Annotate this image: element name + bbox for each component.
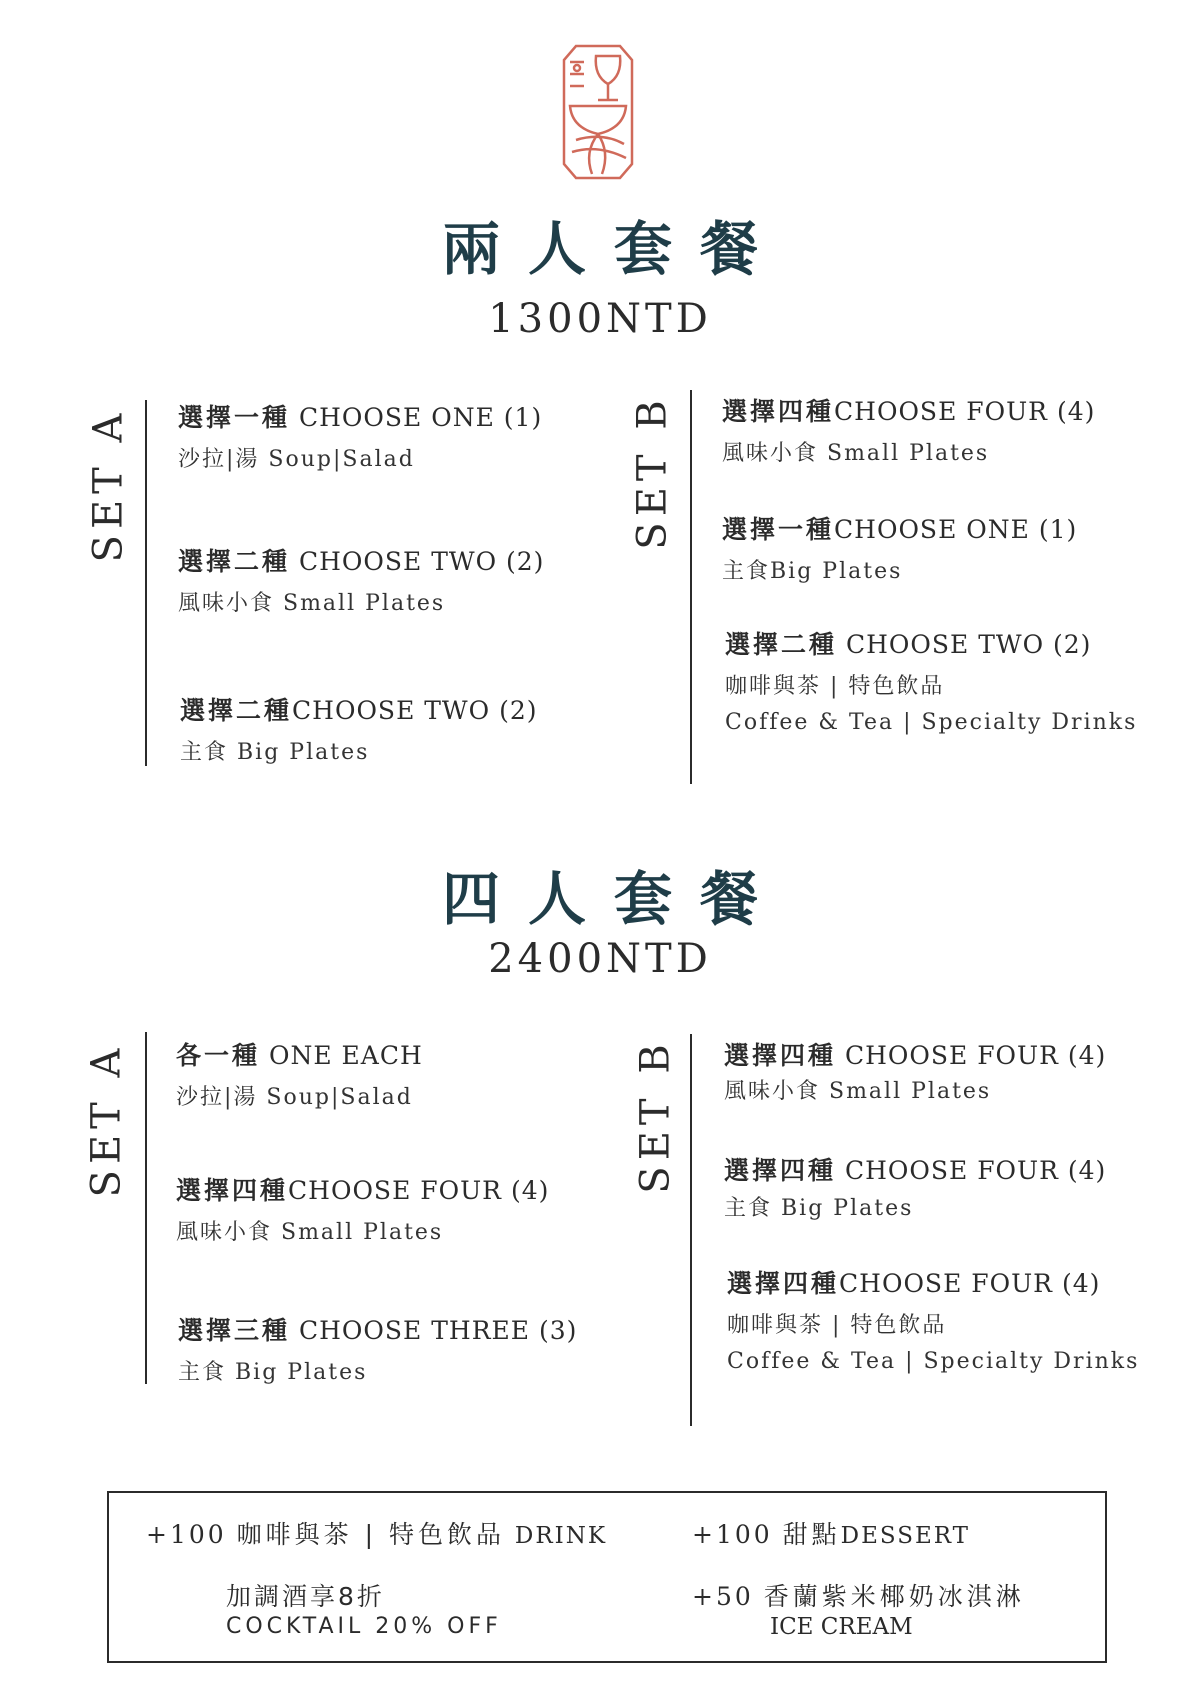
four-person-set-a-divider [145,1032,147,1384]
four-person-set-title: 四人套餐 [441,865,786,933]
two-a-item-2: 選擇二種 CHOOSE TWO (2) 風味小食 Small Plates [178,547,545,616]
four-b-item-2: 選擇四種 CHOOSE FOUR (4) 主食 Big Plates [724,1156,1107,1221]
four-b-item-1: 選擇四種 CHOOSE FOUR (4) 風味小食 Small Plates [724,1041,1107,1104]
two-person-set-title: 兩人套餐 [441,215,786,283]
two-person-set-a-label: SET A [85,407,132,563]
four-person-set-b-label: SET B [633,1038,680,1194]
two-person-set-price: 1300NTD [488,296,712,342]
four-a-item-2: 選擇四種CHOOSE FOUR (4) 風味小食 Small Plates [176,1176,550,1245]
two-person-set-a-divider [145,400,147,766]
two-b-item-1: 選擇四種CHOOSE FOUR (4) 風味小食 Small Plates [722,397,1096,466]
two-b-item-3: 選擇二種 CHOOSE TWO (2) 咖啡與茶 | 特色飲品 Coffee & Tea | Specialty Drinks [725,630,1138,735]
two-a-item-1: 選擇一種 CHOOSE ONE (1) 沙拉|湯 Soup|Salad [178,403,543,472]
two-b-item-2: 選擇一種CHOOSE ONE (1) 主食Big Plates [722,515,1078,584]
four-a-item-3: 選擇三種 CHOOSE THREE (3) 主食 Big Plates [178,1316,578,1385]
four-a-item-1: 各一種 ONE EACH 沙拉|湯 Soup|Salad [176,1041,423,1110]
addon-ice-cream-en: ICE CREAM [770,1614,913,1640]
wine-glass-logo-icon [562,44,634,180]
four-person-set-b-divider [690,1034,692,1426]
four-person-set-price: 2400NTD [488,936,712,982]
two-person-set-b-divider [690,390,692,784]
four-b-item-3: 選擇四種CHOOSE FOUR (4) 咖啡與茶 | 特色飲品 Coffee & Tea | Specialty Drinks [727,1269,1140,1374]
addon-dessert: +100 甜點DESSERT [692,1520,971,1549]
addon-ice-cream: +50 香蘭紫米椰奶冰淇淋 [692,1582,1025,1611]
addon-cocktail-en: COCKTAIL 20% OFF [226,1614,502,1639]
two-a-item-3: 選擇二種CHOOSE TWO (2) 主食 Big Plates [180,696,538,765]
addon-drink: +100 咖啡與茶 | 特色飲品 DRINK [146,1520,608,1549]
two-person-set-b-label: SET B [630,394,677,550]
addon-cocktail-zh: 加調酒享8折 [226,1582,385,1611]
four-person-set-a-label: SET A [83,1042,130,1198]
